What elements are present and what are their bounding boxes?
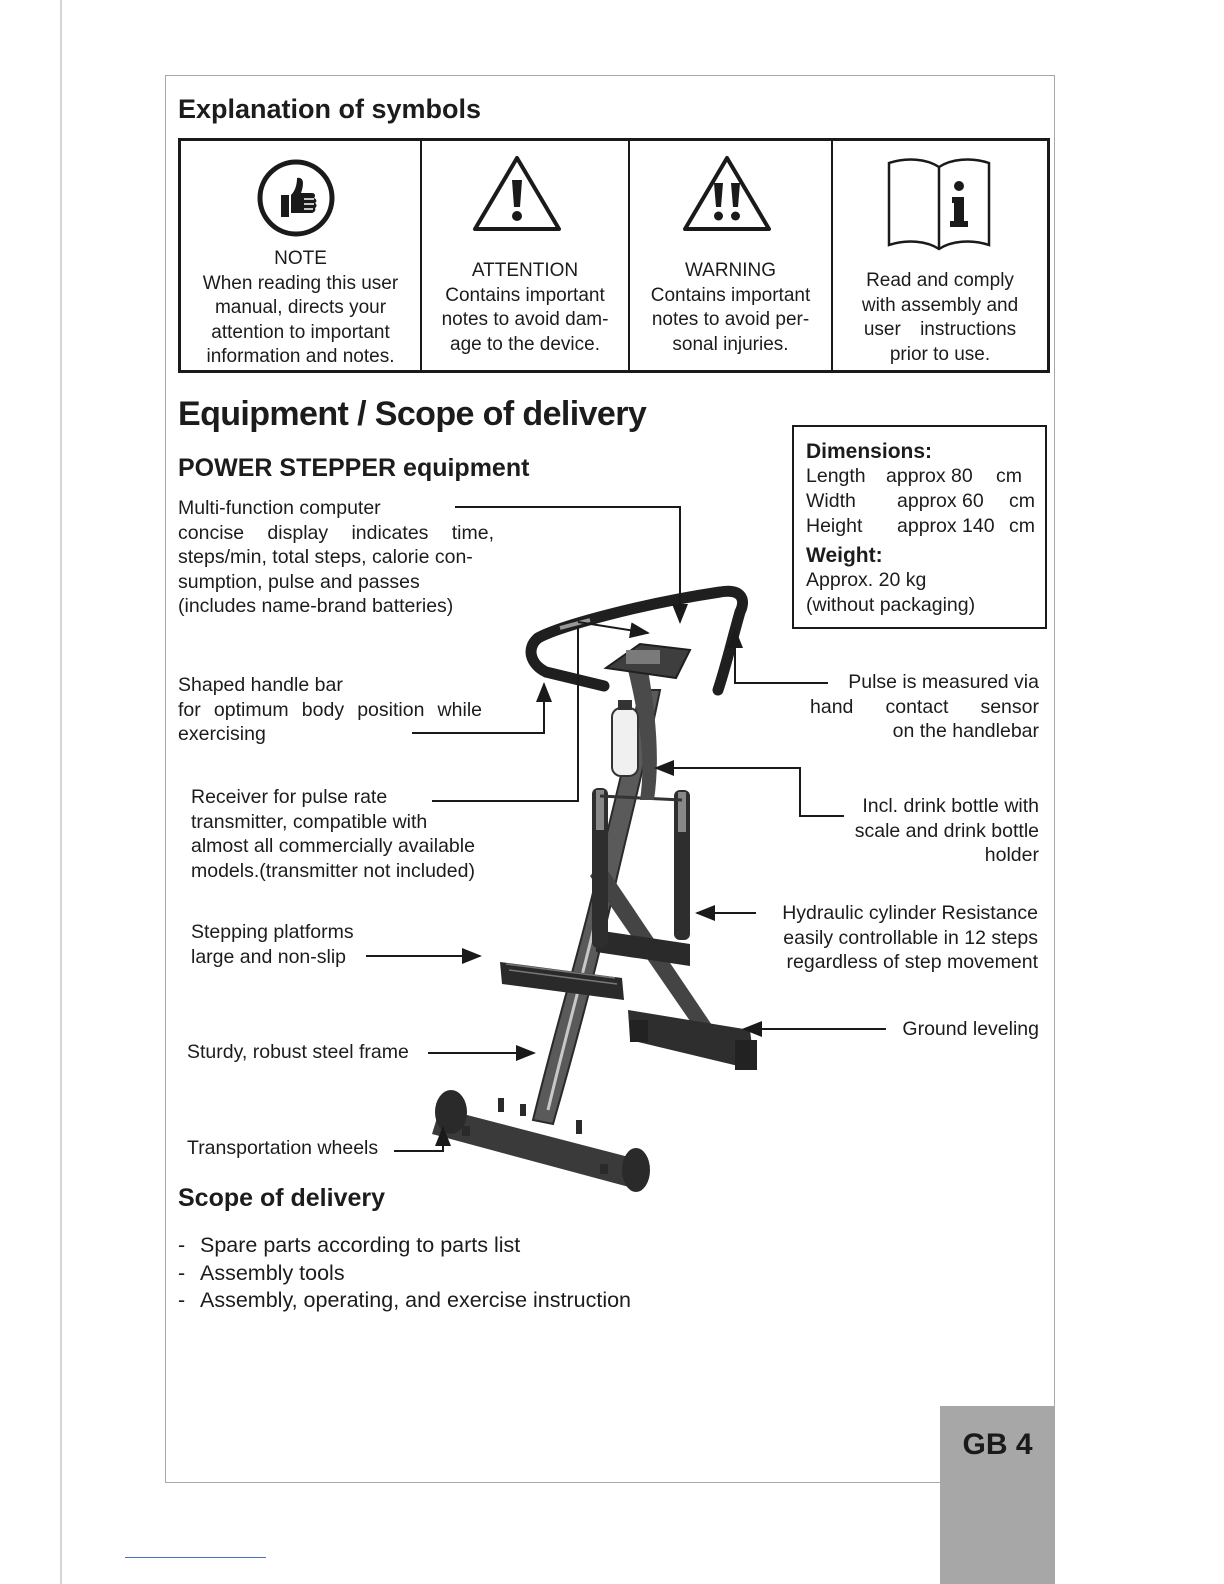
- list-item: - Spare parts according to parts list: [178, 1232, 631, 1260]
- info-text: Read and comply with assembly and user instructions prior to use.: [861, 270, 1019, 365]
- attention-label: ATTENTION: [471, 260, 579, 281]
- dimension-length: Length approx 80 cm: [806, 465, 1022, 487]
- callout-receiver: Receiver for pulse rate transmitter, compatible with almost all commercially available models.(transmitter not included): [191, 786, 475, 882]
- weight-value: Approx. 20 kg: [806, 569, 927, 591]
- callout-bottle: Incl. drink bottle with scale and drink bottle holder: [854, 795, 1039, 867]
- callout-computer: Multi-function computer concise display indicates time, steps/min, total steps, calorie con- sumption, pulse and passes (includes name-brand batteries): [178, 497, 494, 618]
- scope-list: [178, 1232, 631, 1315]
- scope-title: Scope of delivery: [178, 1184, 386, 1212]
- callout-handlebar: Shaped handle bar for optimum body position while exercising: [178, 674, 482, 746]
- symbols-title: Explanation of symbols: [178, 94, 482, 124]
- dimension-width: Width approx 60 cm: [806, 490, 1035, 512]
- list-item: - Assembly, operating, and exercise instruction: [178, 1287, 631, 1315]
- warning-text: WARNING Contains important notes to avoid per- sonal injuries.: [638, 259, 823, 357]
- callout-platforms: Stepping platforms large and non-slip: [191, 921, 354, 968]
- note-text: NOTE When reading this user manual, directs your attention to important information and notes.: [189, 247, 412, 370]
- callout-wheels: Transportation wheels: [187, 1137, 379, 1159]
- callout-hydraulic: Hydraulic cylinder Resistance easily controllable in 12 steps regardless of step movement: [782, 902, 1038, 974]
- weight-heading: Weight:: [806, 544, 883, 567]
- callout-pulse: Pulse is measured via hand contact sensor on the handlebar: [810, 671, 1039, 743]
- equipment-subtitle: POWER STEPPER equipment: [178, 454, 530, 482]
- equipment-title: Equipment / Scope of delivery: [178, 395, 647, 433]
- note-label: NOTE: [274, 248, 327, 269]
- attention-text: ATTENTION Contains important notes to avoid dam- age to the device.: [430, 259, 620, 357]
- dimension-height: Height approx 140 cm: [806, 515, 1035, 537]
- callout-frame: Sturdy, robust steel frame: [187, 1041, 409, 1063]
- drink-bottle: [612, 700, 638, 776]
- stepper-computer: [606, 644, 690, 678]
- page-number: GB 4: [962, 1428, 1033, 1461]
- list-item: - Assembly tools: [178, 1260, 631, 1288]
- callout-leveling: Ground leveling: [902, 1018, 1039, 1040]
- dimensions-heading: Dimensions:: [806, 440, 933, 463]
- warning-label: WARNING: [684, 260, 777, 281]
- weight-note: (without packaging): [806, 594, 976, 616]
